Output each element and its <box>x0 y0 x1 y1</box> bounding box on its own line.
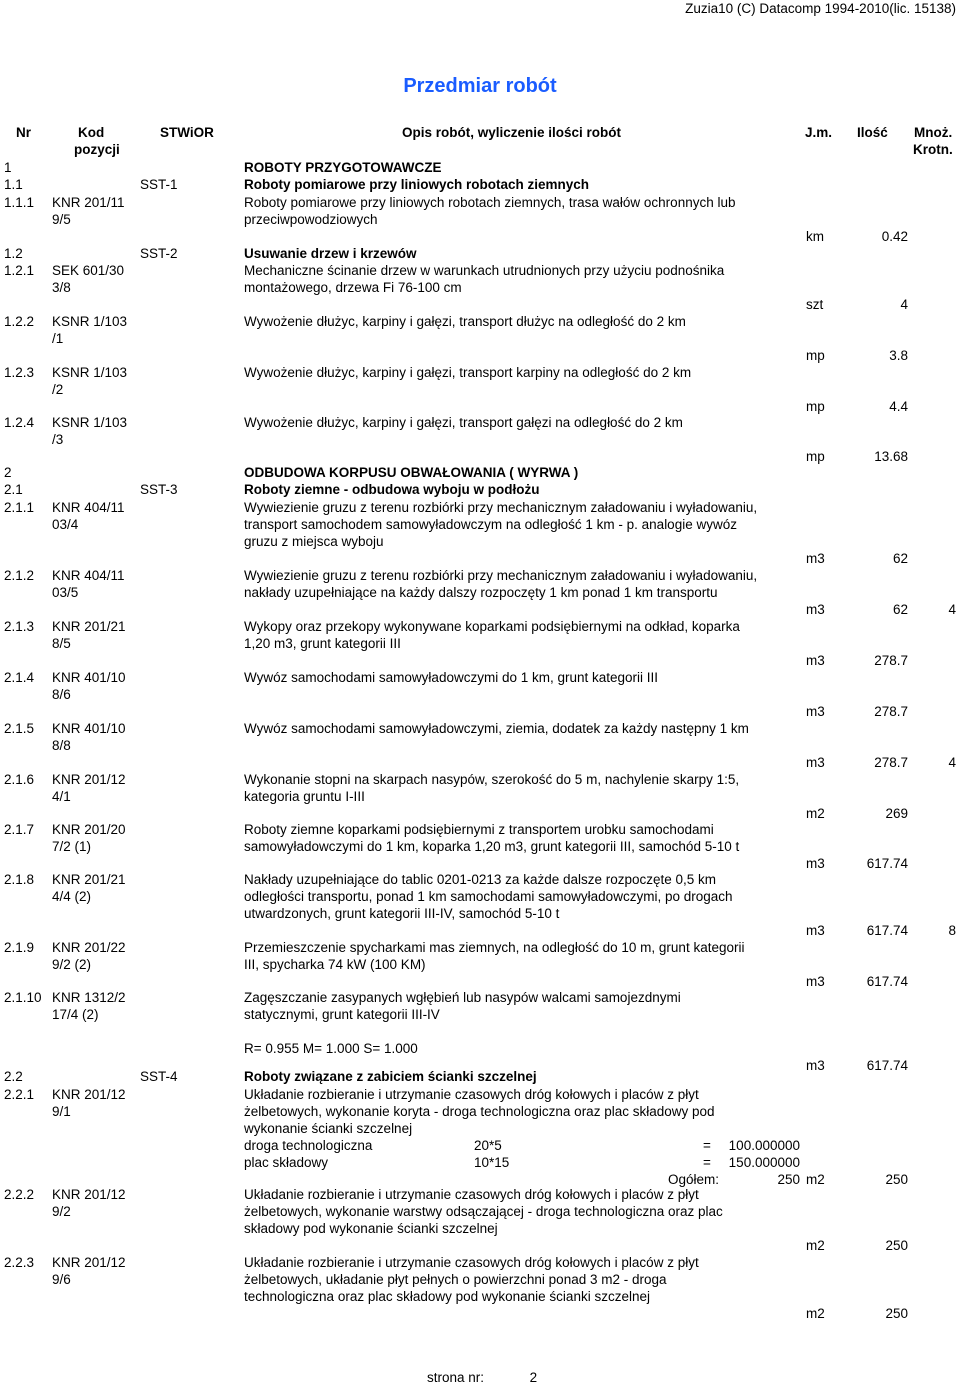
row-nr: 1.1.1 <box>4 195 35 210</box>
row-quantity: 62 <box>892 602 908 617</box>
row-description-line: gruzu z miejsca wyboju <box>244 534 384 549</box>
row-description-line: odległości transportu, ponad 1 km samochodami samowyładowczymi, po drogach <box>244 889 733 904</box>
row-stwior: SST-3 <box>140 482 178 497</box>
row-description-line: statycznymi, grunt kategorii III-IV <box>244 1007 440 1022</box>
row-nr: 2.1.8 <box>4 872 35 887</box>
row-quantity: 62 <box>892 551 908 566</box>
row-kod-line: KNR 404/11 <box>52 568 125 583</box>
row-quantity: 278.7 <box>874 704 908 719</box>
row-kod-line: 9/2 <box>52 1204 71 1219</box>
row-description-line: Usuwanie drzew i krzewów <box>244 246 417 261</box>
row-kod-line: 8/5 <box>52 636 71 651</box>
row-description-line: Roboty ziemne - odbudowa wyboju w podłożu <box>244 482 540 497</box>
row-description-line: 1,20 m3, grunt kategorii III <box>244 636 401 651</box>
row-unit: szt <box>806 297 824 312</box>
row-description-line: ODBUDOWA KORPUSU OBWAŁOWANIA ( WYRWA ) <box>244 465 579 480</box>
row-kod-line: SEK 601/30 <box>52 263 125 278</box>
row-nr: 2.1 <box>4 482 23 497</box>
row-kod-line: KNR 201/12 <box>52 1087 126 1102</box>
col-opis-header: Opis robót, wyliczenie ilości robót <box>402 125 622 140</box>
row-description-line: Wywożenie dłużyc, karpiny i gałęzi, transport karpiny na odległość do 2 km <box>244 365 692 380</box>
row-kod-line: 03/5 <box>52 585 79 600</box>
row-description-line: transport samochodem samowyładowczym na odległość 1 km - p. analogie wywóz <box>244 517 737 532</box>
row-nr: 2.1.6 <box>4 772 35 787</box>
row-quantity: 4.4 <box>889 399 908 414</box>
row-description-line: Roboty ziemne koparkami podsiębiernymi z transportem urobku samochodami <box>244 822 714 837</box>
row-nr: 1.2.4 <box>4 415 35 430</box>
row-description-line: Mechaniczne ścinanie drzew w warunkach utrudnionych przy użyciu podnośnika <box>244 263 725 278</box>
row-stwior: SST-2 <box>140 246 178 261</box>
row-description-line: żelbetowych, wykonanie warstwy odsączającej - droga technologiczna oraz plac <box>244 1204 723 1219</box>
calc-label: plac składowy <box>244 1155 329 1170</box>
row-unit: m3 <box>806 653 825 668</box>
row-description-line: Wywożenie dłużyc, karpiny i gałęzi, transport dłużyc na odległość do 2 km <box>244 314 686 329</box>
row-stwior: SST-1 <box>140 177 178 192</box>
row-unit: m3 <box>806 856 825 871</box>
row-kod-line: 03/4 <box>52 517 79 532</box>
row-description-line: Układanie rozbieranie i utrzymanie czasowych dróg kołowych i placów z płyt <box>244 1187 699 1202</box>
row-quantity: 617.74 <box>866 856 908 871</box>
col-kod-header-line2: pozycji <box>74 142 120 157</box>
row-kod-line: 3/8 <box>52 280 71 295</box>
row-description-line: Wywiezienie gruzu z terenu rozbiórki przy mechanicznym załadowaniu i wyładowaniu, <box>244 568 758 583</box>
row-unit: m3 <box>806 923 825 938</box>
row-description-line: R= 0.955 M= 1.000 S= 1.000 <box>244 1041 418 1056</box>
row-kod-line: KNR 201/12 <box>52 772 126 787</box>
row-description-line: Roboty pomiarowe przy liniowych robotach ziemnych <box>244 177 590 192</box>
row-nr: 1.2.3 <box>4 365 35 380</box>
row-kod-line: 9/1 <box>52 1104 71 1119</box>
calc-value: 100.000000 <box>728 1138 800 1153</box>
row-kod-line: 17/4 (2) <box>52 1007 99 1022</box>
row-unit: m3 <box>806 602 825 617</box>
row-description-line: Wywiezienie gruzu z terenu rozbiórki przy mechanicznym załadowaniu i wyładowaniu, <box>244 500 758 515</box>
row-nr: 2.1.3 <box>4 619 35 634</box>
company-license-header: Zuzia10 (C) Datacomp 1994-2010(lic. 15138) <box>685 1 956 16</box>
row-nr: 1.2.2 <box>4 314 35 329</box>
row-unit: mp <box>806 348 825 363</box>
row-description-line: ROBOTY PRZYGOTOWAWCZE <box>244 160 442 175</box>
row-kod-line: KNR 201/21 <box>52 619 126 634</box>
row-stwior: SST-4 <box>140 1069 178 1084</box>
row-description-line: Wykopy oraz przekopy wykonywane koparkami podsiębiernymi na odkład, koparka <box>244 619 740 634</box>
calc-value: 150.000000 <box>728 1155 800 1170</box>
row-nr: 2 <box>4 465 12 480</box>
row-nr: 2.1.5 <box>4 721 35 736</box>
row-unit: m3 <box>806 551 825 566</box>
col-stwior-header: STWiOR <box>160 125 214 140</box>
row-nr: 2.2 <box>4 1069 23 1084</box>
row-quantity: 617.74 <box>866 923 908 938</box>
col-jm-header: J.m. <box>805 125 833 140</box>
row-description-line: Układanie rozbieranie i utrzymanie czasowych dróg kołowych i placów z płyt <box>244 1087 699 1102</box>
row-nr: 2.1.4 <box>4 670 35 685</box>
calc-expression: 10*15 <box>474 1155 510 1170</box>
calc-expression: 20*5 <box>474 1138 502 1153</box>
row-quantity: 3.8 <box>889 348 908 363</box>
row-nr: 2.1.1 <box>4 500 35 515</box>
row-description-line: utwardzonych, grunt kategorii III-IV, samochód 5-10 t <box>244 906 560 921</box>
row-description-line: montażowego, drzewa Fi 76-100 cm <box>244 280 462 295</box>
col-mnoz-header: Mnoż. <box>914 125 953 140</box>
col-mnoz-header-line2: Krotn. <box>913 142 953 157</box>
col-ilosc-header: Ilość <box>857 125 888 140</box>
row-unit: m3 <box>806 704 825 719</box>
row-kod-line: KNR 1312/2 <box>52 990 126 1005</box>
calc-equals: = <box>703 1138 711 1153</box>
row-quantity: 278.7 <box>874 755 908 770</box>
row-kod-line: /2 <box>52 382 64 397</box>
page-footer <box>427 1369 537 1386</box>
row-nr: 2.1.2 <box>4 568 35 583</box>
row-unit: m2 <box>806 1306 825 1321</box>
row-description-line: Nakłady uzupełniające do tablic 0201-0213 za każde dalsze rozpoczęte 0,5 km <box>244 872 717 887</box>
row-unit: mp <box>806 399 825 414</box>
row-description-line: III, spycharka 74 kW (100 KM) <box>244 957 426 972</box>
col-kod-header: Kod <box>78 125 105 140</box>
row-description-line: Roboty związane z zabiciem ścianki szczelnej <box>244 1069 537 1084</box>
row-unit: m2 <box>806 1238 825 1253</box>
calc-equals: = <box>703 1155 711 1170</box>
row-unit: m2 <box>806 1172 825 1187</box>
row-kod-line: KNR 404/11 <box>52 500 125 515</box>
row-kod-line: KNR 401/10 <box>52 721 126 736</box>
row-unit: m3 <box>806 1058 825 1073</box>
row-description-line: przeciwpowodziowych <box>244 212 378 227</box>
row-unit: m2 <box>806 806 825 821</box>
row-kod-line: KSNR 1/103 <box>52 314 128 329</box>
row-nr: 1.1 <box>4 177 23 192</box>
row-multiplier: 4 <box>948 602 956 617</box>
row-quantity: 278.7 <box>874 653 908 668</box>
row-kod-line: KNR 201/22 <box>52 940 126 955</box>
row-description-line: Wywóz samochodami samowyładowczymi do 1 km, grunt kategorii III <box>244 670 659 685</box>
row-nr: 2.2.3 <box>4 1255 35 1270</box>
row-quantity: 250 <box>885 1238 908 1253</box>
row-unit: m3 <box>806 974 825 989</box>
row-kod-line: 9/5 <box>52 212 71 227</box>
row-quantity: 269 <box>885 806 908 821</box>
row-kod-line: /1 <box>52 331 64 346</box>
row-kod-line: KSNR 1/103 <box>52 365 128 380</box>
row-kod-line: KNR 201/11 <box>52 195 125 210</box>
row-quantity: 250 <box>885 1172 908 1187</box>
row-kod-line: 4/1 <box>52 789 71 804</box>
row-kod-line: 9/2 (2) <box>52 957 92 972</box>
row-kod-line: KNR 201/20 <box>52 822 126 837</box>
row-description-line: technologiczna oraz plac składowy pod wykonanie ścianki szczelnej <box>244 1289 650 1304</box>
row-kod-line: 8/8 <box>52 738 71 753</box>
row-description-line: Zagęszczanie zasypanych wgłębień lub nasypów walcami samojezdnymi <box>244 990 681 1005</box>
row-unit: km <box>806 229 824 244</box>
row-description-line: Wywożenie dłużyc, karpiny i gałęzi, transport gałęzi na odległość do 2 km <box>244 415 683 430</box>
row-quantity: 4 <box>900 297 908 312</box>
row-nr: 2.2.2 <box>4 1187 35 1202</box>
row-kod-line: 9/6 <box>52 1272 71 1287</box>
page-title: Przedmiar robót <box>403 75 557 97</box>
row-kod-line: 8/6 <box>52 687 71 702</box>
row-multiplier: 4 <box>948 755 956 770</box>
row-kod-line: KNR 401/10 <box>52 670 126 685</box>
row-description-line: żelbetowych, wykonanie koryta - droga technologiczna oraz plac składowy pod <box>244 1104 715 1119</box>
row-kod-line: 7/2 (1) <box>52 839 92 854</box>
calc-total-label: Ogółem: <box>668 1172 720 1187</box>
row-unit: m3 <box>806 755 825 770</box>
col-nr-header: Nr <box>16 125 32 140</box>
page-number-label: strona nr: <box>427 1370 485 1385</box>
calc-label: droga technologiczna <box>244 1138 373 1153</box>
row-kod-line: 4/4 (2) <box>52 889 92 904</box>
row-nr: 2.1.9 <box>4 940 35 955</box>
row-nr: 2.2.1 <box>4 1087 35 1102</box>
calc-total-value: 250 <box>777 1172 800 1187</box>
row-nr: 2.1.7 <box>4 822 35 837</box>
row-quantity: 13.68 <box>874 449 908 464</box>
row-description-line: Wywóz samochodami samowyładowczymi, ziemia, dodatek za każdy następny 1 km <box>244 721 749 736</box>
row-nr: 2.1.10 <box>4 990 42 1005</box>
row-kod-line: KSNR 1/103 <box>52 415 128 430</box>
row-quantity: 250 <box>885 1306 908 1321</box>
row-description-line: Przemieszczenie spycharkami mas ziemnych, na odległość do 10 m, grunt kategorii <box>244 940 745 955</box>
row-kod-line: KNR 201/12 <box>52 1187 126 1202</box>
row-description-line: składowy pod wykonanie ścianki szczelnej <box>244 1221 498 1236</box>
row-quantity: 617.74 <box>866 974 908 989</box>
row-nr: 1 <box>4 160 12 175</box>
row-description-line: nakłady uzupełniające na każdy dalszy rozpoczęty 1 km ponad 1 km transportu <box>244 585 718 600</box>
row-description-line: kategoria gruntu I-III <box>244 789 365 804</box>
row-description-line: Roboty pomiarowe przy liniowych robotach ziemnych, trasa wałów ochronnych lub <box>244 195 736 210</box>
row-description-line: Układanie rozbieranie i utrzymanie czasowych dróg kołowych i placów z płyt <box>244 1255 699 1270</box>
page-number: 2 <box>529 1370 538 1385</box>
row-unit: mp <box>806 449 825 464</box>
row-kod-line: KNR 201/21 <box>52 872 126 887</box>
row-nr: 1.2.1 <box>4 263 35 278</box>
row-description-line: samowyładowczymi do 1 km, koparka 1,20 m3, grunt kategorii III, samochód 5-10 t <box>244 839 740 854</box>
row-description-line: wykonanie ścianki szczelnej <box>244 1121 413 1136</box>
row-nr: 1.2 <box>4 246 23 261</box>
row-kod-line: /3 <box>52 432 64 447</box>
row-description-line: żelbetowych, układanie płyt pełnych o powierzchni ponad 3 m2 - droga <box>244 1272 667 1287</box>
row-kod-line: KNR 201/12 <box>52 1255 126 1270</box>
row-description-line: Wykonanie stopni na skarpach nasypów, szerokość do 5 m, nachylenie skarpy 1:5, <box>244 772 740 787</box>
row-multiplier: 8 <box>948 923 956 938</box>
row-quantity: 617.74 <box>866 1058 908 1073</box>
row-quantity: 0.42 <box>881 229 908 244</box>
